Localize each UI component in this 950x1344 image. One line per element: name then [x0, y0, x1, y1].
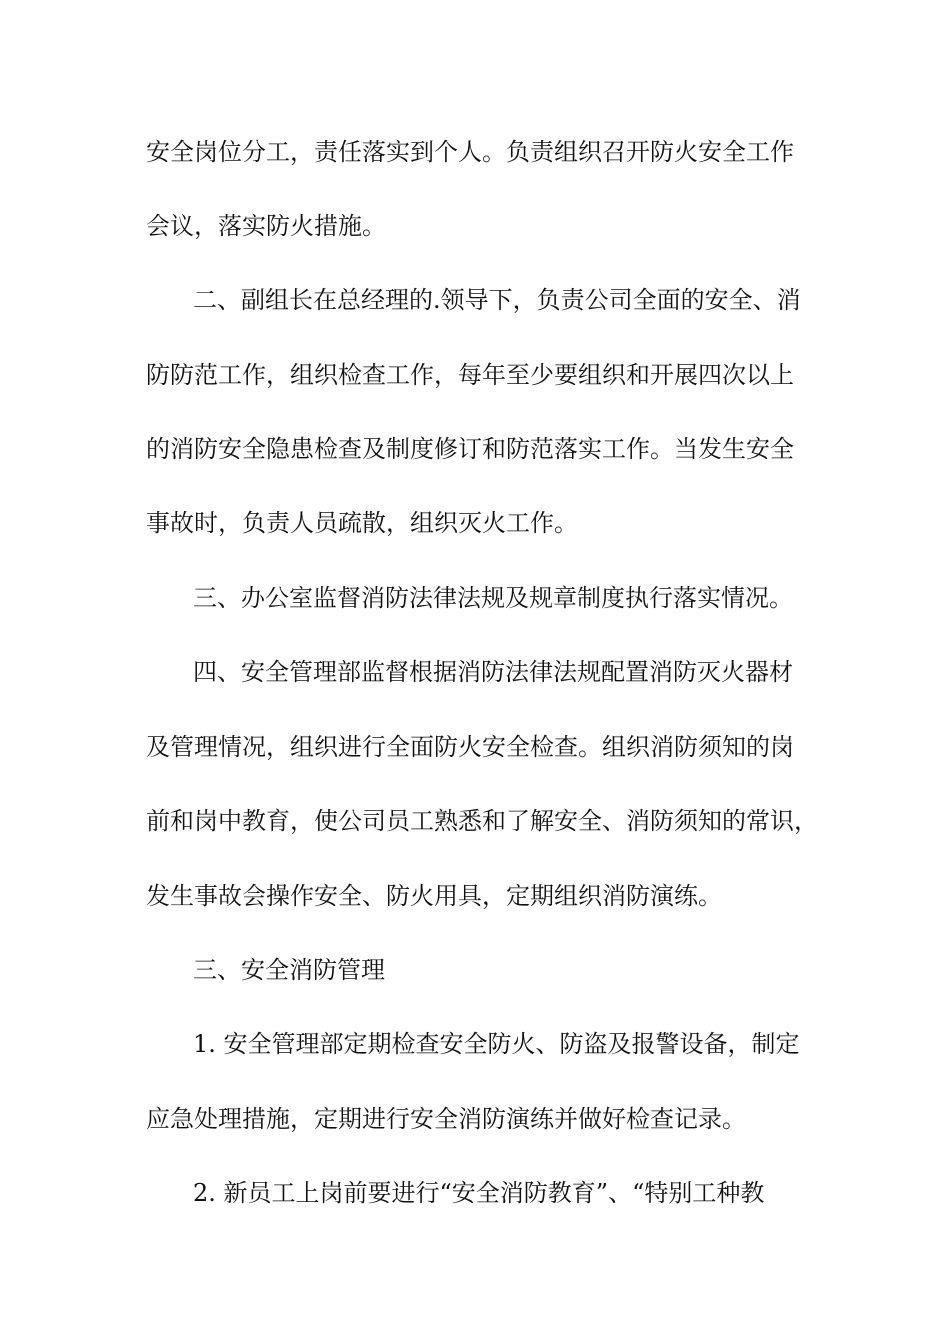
paragraph-line: 二、副组长在总经理的.领导下，负责公司全面的安全、消	[193, 286, 801, 314]
paragraph-line: 1. 安全管理部定期检查安全防火、防盗及报警设备，制定	[193, 1030, 800, 1058]
paragraph-line: 2. 新员工上岗前要进行“安全消防教育”、“特别工种教	[193, 1179, 765, 1207]
paragraph-line: 的消防安全隐患检查及制度修订和防范落实工作。当发生安全	[146, 435, 794, 463]
paragraph-line: 防防范工作，组织检查工作，每年至少要组织和开展四次以上	[146, 361, 794, 389]
paragraph-line: 事故时，负责人员疏散，组织灭火工作。	[146, 509, 578, 537]
section-heading: 三、安全消防管理	[193, 956, 385, 984]
paragraph-line: 四、安全管理部监督根据消防法律法规配置消防灭火器材	[193, 658, 793, 686]
paragraph-line: 及管理情况，组织进行全面防火安全检查。组织消防须知的岗	[146, 733, 794, 761]
paragraph-line: 安全岗位分工，责任落实到个人。负责组织召开防火安全工作	[146, 138, 794, 166]
paragraph-line: 前和岗中教育，使公司员工熟悉和了解安全、消防须知的常识，	[146, 807, 818, 835]
paragraph-line: 会议，落实防火措施。	[146, 212, 386, 240]
paragraph-line: 应急处理措施，定期进行安全消防演练并做好检查记录。	[146, 1105, 746, 1133]
paragraph-line: 三、办公室监督消防法律法规及规章制度执行落实情况。	[193, 584, 793, 612]
paragraph-line: 发生事故会操作安全、防火用具，定期组织消防演练。	[146, 882, 722, 910]
